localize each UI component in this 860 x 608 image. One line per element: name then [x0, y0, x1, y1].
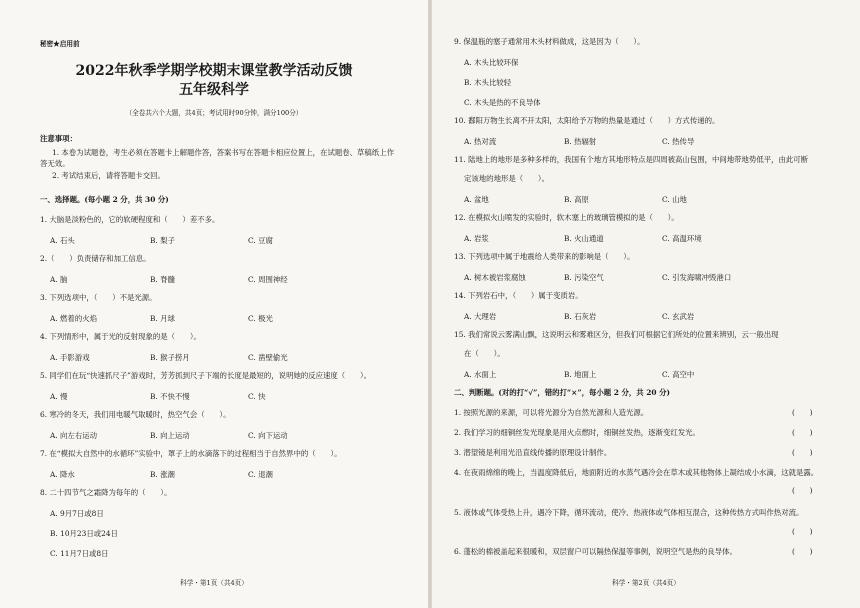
option-a: A. 水面上 — [464, 370, 497, 379]
option-a: A. 慢 — [50, 392, 68, 401]
option-c: C. 高温环境 — [662, 234, 702, 243]
option-a: A. 大理岩 — [464, 312, 497, 321]
option-b: B. 火山通道 — [564, 234, 604, 243]
option-c: C. 引发海啸冲毁港口 — [662, 273, 732, 282]
notice-item-2: 2. 考试结束后，请将答题卡交回。 — [52, 171, 165, 180]
option-b: B. 污染空气 — [564, 273, 604, 282]
option-a: A. 热对流 — [464, 137, 497, 146]
page-footer: 科学・第1页（共4页） — [180, 579, 248, 587]
option-b: B. 不快不慢 — [150, 392, 190, 401]
option-a: A. 脑 — [50, 275, 68, 284]
option-a: A. 燃着的火焰 — [50, 314, 97, 323]
question-stem: 14. 下列岩石中，（ ）属于变质岩。 — [454, 291, 583, 300]
option-a: A. 手影游戏 — [50, 353, 90, 362]
answer-bracket: ( ) — [792, 448, 813, 457]
option-b: B. 石灰岩 — [564, 312, 597, 321]
question-stem: 8. 二十四节气之霜降为每年的（ ）。 — [40, 488, 172, 497]
option-c: C. 向下运动 — [248, 431, 288, 440]
option-c: C. 高空中 — [662, 370, 695, 379]
answer-bracket: ( ) — [792, 486, 813, 495]
question-stem: 15. 我们常说云雾满山飘，这说明云和雾难区分，但我们可根据它们所处的位置来辨别，云一般出现 — [454, 330, 779, 339]
answer-bracket: ( ) — [792, 428, 813, 437]
option-c: C. 快 — [248, 392, 266, 401]
question-stem: 3. 下列选项中，（ ）不是光源。 — [40, 293, 157, 302]
judgment-item: 4. 在夜雨绵绵的晚上，当温度降低后，地面附近的水蒸气遇冷会在草木或其他物体上凝结成小水滴，这就是露。 — [454, 468, 819, 477]
option-b: B. 梨子 — [150, 236, 175, 245]
option-b: B. 向上运动 — [150, 431, 190, 440]
option-a: A. 岩浆 — [464, 234, 489, 243]
notice-item-1: 1. 本卷为试题卷，考生必须在答题卡上解题作答，答案书写在答题卡相应位置上，在试题卷、草稿纸上作答无效。 — [40, 148, 394, 168]
option-c: C. 凿壁偷光 — [248, 353, 288, 362]
judgment-item: 3. 潜望镜是利用光沿直线传播的原理设计制作。 — [454, 448, 612, 457]
exam-info: （全卷共六个大题，共4页；考试用时90分钟，满分100分） — [125, 109, 303, 117]
option-c: C. 极光 — [248, 314, 273, 323]
option-c: C. 豆腐 — [248, 236, 273, 245]
question-stem: 6. 寒冷的冬天，我们用电暖气取暖时，热空气会（ ）。 — [40, 410, 231, 419]
option-c: C. 木头是热的不良导体 — [464, 98, 541, 107]
page-right — [432, 0, 860, 608]
option-a: A. 降水 — [50, 470, 75, 479]
section-judgment-heading: 二、判断题。(对的打“√”，错的打“×”，每小题 2 分，共 20 分) — [454, 388, 670, 397]
option-c: C. 热传导 — [662, 137, 695, 146]
question-stem: 7. 在“模拟大自然中的水循环”实验中，罩子上的水滴落下的过程相当于自然界中的（ ）。 — [40, 449, 342, 458]
option-a: A. 向左右运动 — [50, 431, 97, 440]
option-b: B. 猴子捞月 — [150, 353, 190, 362]
question-stem-continued: 定该地的地形是（ ）。 — [464, 174, 549, 183]
option-a: A. 木头比较环保 — [464, 58, 519, 67]
question-stem: 11. 陆地上的地形是多种多样的，我国有个地方其地形特点是四周被高山包围，中间地带地势低平，由此可断 — [454, 155, 809, 164]
option-c: C. 退潮 — [248, 470, 273, 479]
option-b: B. 月球 — [150, 314, 175, 323]
exam-title: 2022年秋季学期学校期末课堂教学活动反馈 — [75, 63, 353, 79]
option-c: C. 周围神经 — [248, 275, 288, 284]
question-stem-continued: 在（ ）。 — [464, 349, 505, 358]
option-b: B. 脊髓 — [150, 275, 175, 284]
confidential-mark: 秘密★启用前 — [40, 40, 80, 48]
option-c: C. 11月7日或8日 — [50, 549, 109, 558]
exam-subtitle: 五年级科学 — [179, 82, 249, 98]
option-a: A. 树木被岩浆腐蚀 — [464, 273, 526, 282]
section-choice-heading: 一、选择题。(每小题 2 分，共 30 分) — [40, 195, 169, 204]
option-c: C. 玄武岩 — [662, 312, 695, 321]
question-stem: 9. 保温瓶的塞子通常用木头材料做成，这是因为（ ）。 — [454, 37, 645, 46]
option-b: B. 木头比较轻 — [464, 78, 512, 87]
judgment-item: 2. 我们学习的细铜丝发光现象是用火点燃时，细铜丝发热，逐渐变红发光。 — [454, 428, 700, 437]
judgment-item: 1. 按照光源的来源，可以将光源分为自然光源和人造光源。 — [454, 408, 649, 417]
option-a: A. 石头 — [50, 236, 75, 245]
option-b: B. 地面上 — [564, 370, 597, 379]
question-stem: 5. 同学们在玩“快速抓尺子”游戏时，芳芳抓到尺子下端的长度是最短的，说明她的反应速度（ ）。 — [40, 371, 372, 380]
answer-bracket: ( ) — [792, 527, 813, 536]
option-b: B. 涨潮 — [150, 470, 175, 479]
judgment-item: 5. 液体或气体受热上升，遇冷下降，循环流动，使冷、热液体或气体相互混合，这种传热方式叫作热对流。 — [454, 508, 804, 517]
page-left — [0, 0, 428, 608]
question-stem: 12. 在模拟火山喷发的实验时，软木塞上的玻璃管模拟的是（ ）。 — [454, 213, 679, 222]
answer-bracket: ( ) — [792, 408, 813, 417]
option-c: C. 山地 — [662, 195, 687, 204]
option-a: A. 盆地 — [464, 195, 489, 204]
option-b: B. 热辐射 — [564, 137, 597, 146]
option-b: B. 高原 — [564, 195, 589, 204]
question-stem: 1. 大脑是淡粉色的，它的软硬程度和（ ）差不多。 — [40, 215, 220, 224]
question-stem: 13. 下列选项中属于地震给人类带来的影响是（ ）。 — [454, 252, 635, 261]
option-a: A. 9月7日或8日 — [50, 509, 104, 518]
option-b: B. 10月23日或24日 — [50, 529, 118, 538]
notice-heading: 注意事项： — [40, 134, 77, 143]
question-stem: 2.（ ）负责储存和加工信息。 — [40, 254, 151, 263]
answer-bracket: ( ) — [792, 547, 813, 556]
question-stem: 10. 鄱阳万物生长离不开太阳，太阳给予万物的热量是通过（ ）方式传递的。 — [454, 116, 720, 125]
page-footer: 科学・第2页（共4页） — [612, 579, 680, 587]
judgment-item: 6. 蓬松的棉被盖起来很暖和，双层窗户可以隔热保温等事例，说明空气是热的良导体。 — [454, 547, 737, 556]
question-stem: 4. 下列情形中，属于光的反射现象的是（ ）。 — [40, 332, 201, 341]
